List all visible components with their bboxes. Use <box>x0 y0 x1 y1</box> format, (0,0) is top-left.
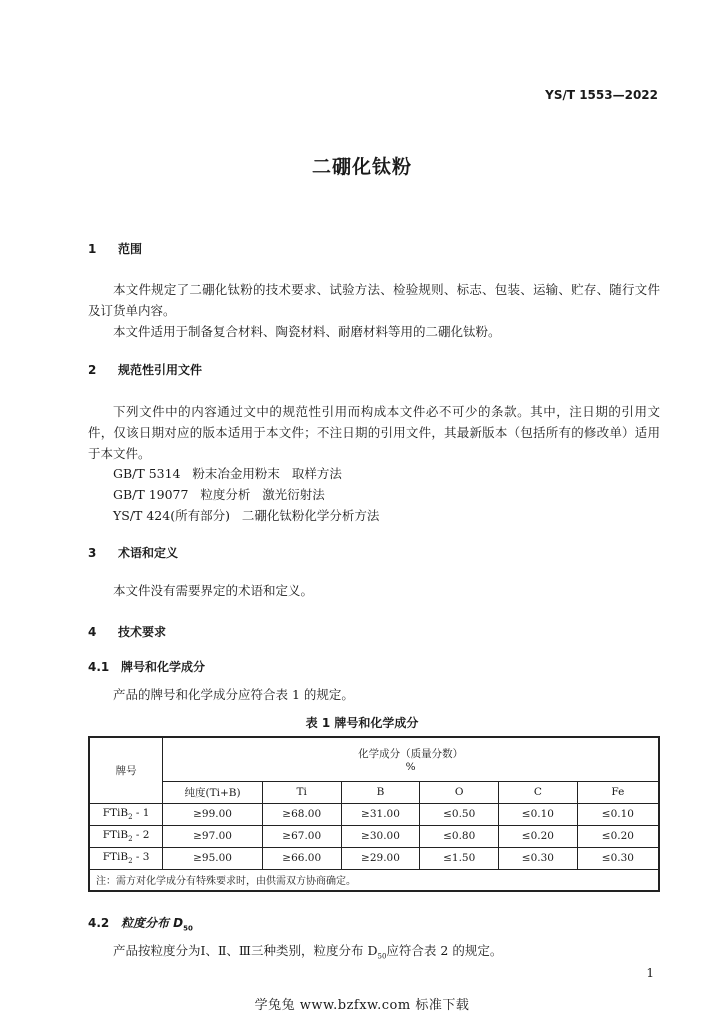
value-cell: ≥95.00 <box>163 847 263 869</box>
table-column-header: 纯度(Ti+B) <box>163 781 263 803</box>
section-2-heading <box>88 361 202 378</box>
table-row <box>89 847 659 869</box>
table-column-header: Fe <box>577 781 659 803</box>
section-number: 2 <box>88 363 97 377</box>
section-4-2-para-1: 产品按粒度分为Ⅰ、Ⅱ、Ⅲ三种类别，粒度分布 $D_{50}$应符合表 2 的规定。 <box>113 943 503 961</box>
section-1-heading <box>88 240 142 257</box>
table-row <box>89 803 659 825</box>
footer-watermark: 学兔兔 www.bzfxw.com 标准下载 <box>254 998 470 1013</box>
value-cell: ≤0.10 <box>499 803 578 825</box>
grade-cell: FTiB$_2$ - 2 <box>89 825 163 847</box>
section-2-para-1: 下列文件中的内容通过文中的规范性引用而构成本文件必不可少的条款。其中，注日期的引用文件，仅该日期对应的版本适用于本文件；不注日期的引用文件，其最新版本（包括所有的修改单）适用于本文件。 <box>88 404 660 461</box>
table-column-header: Ti <box>262 781 341 803</box>
section-number: 4.1 <box>88 660 110 674</box>
table-note: 注：需方对化学成分有特殊要求时，由供需双方协商确定。 <box>89 869 659 891</box>
table-column-header: C <box>499 781 578 803</box>
composition-table <box>88 736 660 892</box>
value-cell: ≤0.30 <box>499 847 578 869</box>
table-header-grade: 牌号 <box>89 737 163 803</box>
page-number: 1 <box>646 966 654 980</box>
value-cell: ≤0.80 <box>420 825 499 847</box>
section-4-1-para-1: 产品的牌号和化学成分应符合表 1 的规定。 <box>113 687 354 702</box>
value-cell: ≥30.00 <box>341 825 420 847</box>
table-header-composition <box>163 737 659 781</box>
section-4-1-heading <box>88 658 205 675</box>
section-title: 牌号和化学成分 <box>121 660 206 674</box>
table-column-header: O <box>420 781 499 803</box>
reference-item: GB/T 19077 粒度分析 激光衍射法 <box>113 487 325 502</box>
value-cell: ≥97.00 <box>163 825 263 847</box>
section-3-heading <box>88 544 178 561</box>
value-cell: ≤0.30 <box>577 847 659 869</box>
value-cell: ≥99.00 <box>163 803 263 825</box>
section-number: 3 <box>88 546 97 560</box>
value-cell: ≤0.20 <box>499 825 578 847</box>
reference-item: YS/T 424(所有部分) 二硼化钛粉化学分析方法 <box>113 508 380 523</box>
section-title-subscript: 50 <box>183 924 193 933</box>
section-title: 粒度分布 D <box>121 916 184 930</box>
standard-number: YS/T 1553—2022 <box>545 88 658 102</box>
section-title: 范围 <box>118 242 143 256</box>
composition-label: 化学成分（质量分数） <box>358 747 464 760</box>
grade-cell: FTiB$_2$ - 3 <box>89 847 163 869</box>
section-4-heading <box>88 623 166 640</box>
value-cell: ≤0.10 <box>577 803 659 825</box>
section-title: 术语和定义 <box>118 546 179 560</box>
section-1-para-2: 本文件适用于制备复合材料、陶瓷材料、耐磨材料等用的二硼化钛粉。 <box>113 324 501 339</box>
grade-cell: FTiB$_2$ - 1 <box>89 803 163 825</box>
value-cell: ≥66.00 <box>262 847 341 869</box>
value-cell: ≥68.00 <box>262 803 341 825</box>
section-4-2-heading <box>88 914 193 932</box>
table-1-caption: 表 1 牌号和化学成分 <box>305 716 419 730</box>
section-number: 4.2 <box>88 916 110 930</box>
section-3-para-1: 本文件没有需要界定的术语和定义。 <box>113 583 314 598</box>
section-number: 1 <box>88 242 97 256</box>
value-cell: ≥67.00 <box>262 825 341 847</box>
value-cell: ≤1.50 <box>420 847 499 869</box>
section-number: 4 <box>88 625 97 639</box>
section-title: 技术要求 <box>118 625 167 639</box>
composition-unit: % <box>405 760 416 773</box>
value-cell: ≤0.20 <box>577 825 659 847</box>
section-title: 规范性引用文件 <box>118 363 203 377</box>
value-cell: ≥31.00 <box>341 803 420 825</box>
value-cell: ≤0.50 <box>420 803 499 825</box>
value-cell: ≥29.00 <box>341 847 420 869</box>
table-row <box>89 825 659 847</box>
document-title: 二硼化钛粉 <box>311 156 412 178</box>
reference-item: GB/T 5314 粉末冶金用粉末 取样方法 <box>113 466 342 481</box>
table-column-header: B <box>341 781 420 803</box>
section-1-para-1: 本文件规定了二硼化钛粉的技术要求、试验方法、检验规则、标志、包装、运输、贮存、随行文件及订货单内容。 <box>88 282 660 318</box>
